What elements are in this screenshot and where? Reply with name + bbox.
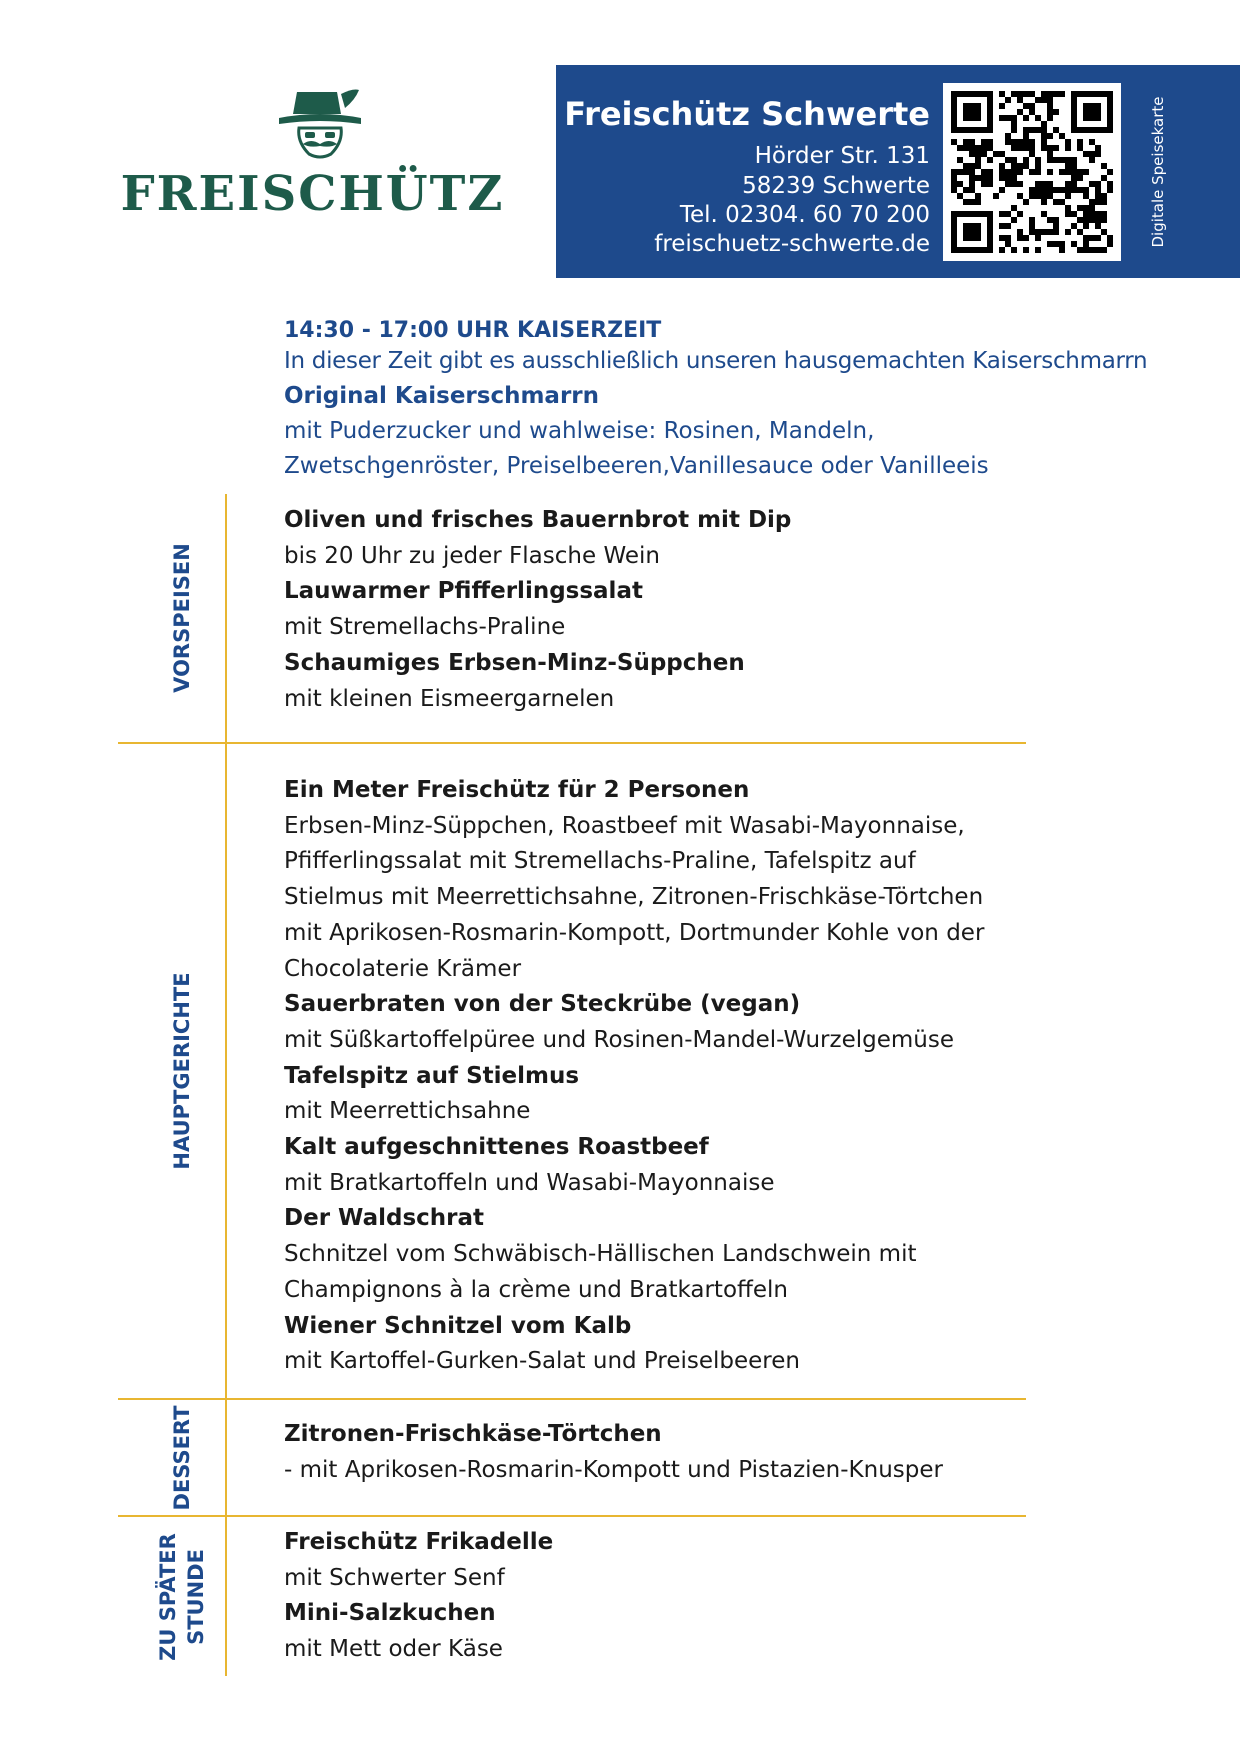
section-divider xyxy=(118,742,1026,744)
address-street: Hörder Str. 131 xyxy=(754,143,930,169)
menu-item-name: Lauwarmer Pfifferlingssalat xyxy=(284,578,643,605)
menu-items-hauptgerichte xyxy=(284,773,1184,1380)
menu-item-name: Freischütz Frikadelle xyxy=(284,1529,554,1555)
menu-item-name: Kalt aufgeschnittenes Roastbeef xyxy=(284,1134,709,1161)
menu-items-vorspeisen xyxy=(284,503,1184,717)
phone-number: Tel. 02304. 60 70 200 xyxy=(679,202,930,228)
menu-item-desc: - mit Aprikosen-Rosmarin-Kompott und Pistazien-Knusper xyxy=(284,1456,943,1483)
menu-item-desc: mit Meerrettichsahne xyxy=(284,1098,531,1125)
menu-item-name: Der Waldschrat xyxy=(284,1205,485,1232)
hunter-hat-mustache-icon xyxy=(275,88,365,160)
section-label-text: HAUPTGERICHTE xyxy=(170,972,194,1170)
menu-item-desc: Erbsen-Minz-Süppchen, Roastbeef mit Wasabi-Mayonnaise, xyxy=(284,812,965,839)
digital-menu-text: Digitale Speisekarte xyxy=(1149,95,1167,248)
restaurant-name: Freischütz Schwerte xyxy=(564,95,930,133)
qr-code-icon xyxy=(951,91,1113,253)
section-label-line: ZU SPÄTER xyxy=(156,1532,180,1661)
menu-item-desc: mit Süßkartoffelpüree und Rosinen-Mandel-Wurzelgemüse xyxy=(284,1026,954,1053)
address-city: 58239 Schwerte xyxy=(742,173,930,199)
section-label-text: DESSERT xyxy=(170,1405,194,1510)
section-divider xyxy=(118,1398,1026,1400)
menu-item-desc: bis 20 Uhr zu jeder Flasche Wein xyxy=(284,542,660,569)
kaiserzeit-item-name: Original Kaiserschmarrn xyxy=(284,383,600,409)
menu-item-desc: Schnitzel vom Schwäbisch-Hällischen Landschwein mit xyxy=(284,1241,917,1268)
menu-item-desc: Chocolaterie Krämer xyxy=(284,955,522,982)
section-label-text xyxy=(154,1533,210,1661)
menu-item-desc: mit Bratkartoffeln und Wasabi-Mayonnaise xyxy=(284,1169,775,1196)
menu-item-name: Mini-Salzkuchen xyxy=(284,1600,496,1627)
kaiserzeit-note: In dieser Zeit gibt es ausschließlich unseren hausgemachten Kaiserschmarrn xyxy=(284,348,1148,374)
section-label-hauptgerichte xyxy=(140,744,224,1398)
section-label-vorspeisen xyxy=(140,494,224,742)
section-label-text: VORSPEISEN xyxy=(170,543,194,693)
section-label-line: STUNDE xyxy=(184,1548,208,1645)
menu-item-name: Zitronen-Frischkäse-Törtchen xyxy=(284,1421,662,1447)
logo-wordmark: FREISCHÜTZ xyxy=(120,166,505,222)
menu-item-name: Wiener Schnitzel vom Kalb xyxy=(284,1312,632,1339)
menu-item-desc: mit Stremellachs-Praline xyxy=(284,614,566,641)
menu-item-desc: Champignons à la crème und Bratkartoffeln xyxy=(284,1276,788,1303)
section-label-dessert xyxy=(140,1400,224,1515)
section-label-spaet xyxy=(140,1517,224,1676)
menu-item-desc: mit kleinen Eismeergarnelen xyxy=(284,685,615,712)
menu-item-desc: Stielmus mit Meerrettichsahne, Zitronen-Frischkäse-Törtchen xyxy=(284,884,984,911)
menu-item-name: Schaumiges Erbsen-Minz-Süppchen xyxy=(284,649,745,676)
menu-item-name: Sauerbraten von der Steckrübe (vegan) xyxy=(284,991,801,1018)
section-divider xyxy=(118,1515,1026,1517)
kaiserzeit-item-desc: Zwetschgenröster, Preiselbeeren,Vanillesauce oder Vanilleeis xyxy=(284,453,989,479)
menu-item-desc: mit Aprikosen-Rosmarin-Kompott, Dortmunder Kohle von der xyxy=(284,919,985,946)
menu-items-spaet xyxy=(284,1525,1184,1668)
digital-menu-label xyxy=(1138,65,1178,278)
menu-item-desc: Pfifferlingssalat mit Stremellachs-Praline, Tafelspitz auf xyxy=(284,848,916,875)
menu-item-name: Tafelspitz auf Stielmus xyxy=(284,1062,580,1089)
contact-header xyxy=(556,65,1240,278)
website-link[interactable]: freischuetz-schwerte.de xyxy=(654,231,930,257)
kaiserzeit-item-desc: mit Puderzucker und wahlweise: Rosinen, Mandeln, xyxy=(284,418,875,444)
menu-item-desc: mit Schwerter Senf xyxy=(284,1564,505,1591)
menu-item-desc: mit Mett oder Käse xyxy=(284,1636,503,1663)
section-vertical-rule xyxy=(225,494,227,1676)
qr-code[interactable] xyxy=(943,83,1121,261)
menu-items-dessert xyxy=(284,1417,1184,1488)
menu-item-name: Ein Meter Freischütz für 2 Personen xyxy=(284,777,750,803)
restaurant-logo xyxy=(120,88,505,223)
kaiserzeit-title: 14:30 - 17:00 UHR KAISERZEIT xyxy=(284,318,662,343)
menu-item-desc: mit Kartoffel-Gurken-Salat und Preiselbeeren xyxy=(284,1348,800,1375)
menu-item-name: Oliven und frisches Bauernbrot mit Dip xyxy=(284,507,792,533)
